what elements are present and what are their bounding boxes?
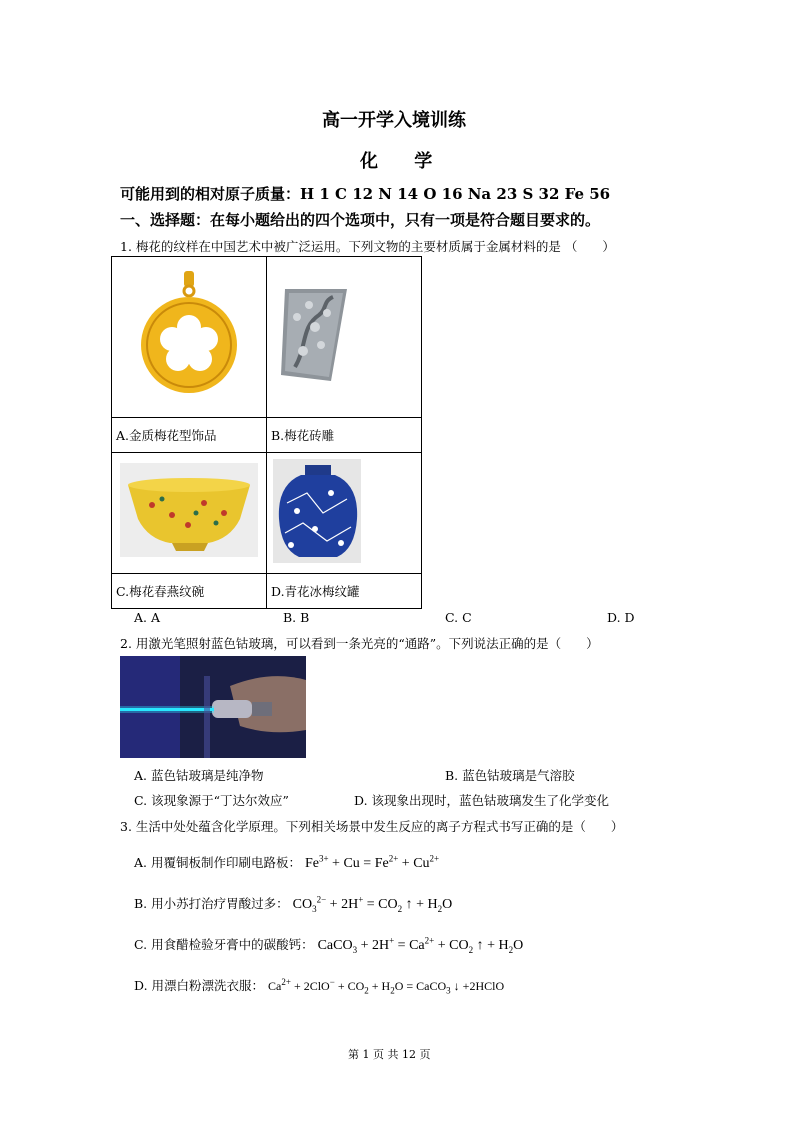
blue-white-jar-icon xyxy=(267,453,379,569)
q1-label-b: B.梅花砖雕 xyxy=(267,418,422,453)
q1-cell-a-image xyxy=(112,257,267,418)
q1-stem: 1. 梅花的纹样在中国艺术中被广泛运用。下列文物的主要材质属于金属材料的是 （ ） xyxy=(120,239,615,254)
plum-swallow-bowl-icon xyxy=(112,453,266,569)
subject-title: 化 学 xyxy=(360,151,433,172)
q3-option-c-equation: CaCO$_3$ + $2H^+ = Ca^{2+} + CO_2$ ↑ + $H_2O$ xyxy=(317,935,524,955)
q1-option-c: C. C xyxy=(445,610,472,625)
q1-table xyxy=(111,256,422,609)
q1-label-c: C.梅花春燕纹碗 xyxy=(112,574,267,609)
q3-option-b-label: B. 用小苏打治疗胃酸过多： xyxy=(134,896,289,911)
q3-option-b xyxy=(134,894,452,914)
q3-option-c-label: C. 用食醋检验牙膏中的碳酸钙： xyxy=(134,937,314,952)
page-title: 高一开学入境训练 xyxy=(322,110,466,131)
q1-option-b: B. B xyxy=(283,610,310,625)
q2-option-a: A. 蓝色钴玻璃是纯净物 xyxy=(134,768,264,783)
q3-option-a xyxy=(134,853,439,872)
atomic-masses: 可能用到的相对原子质量：H 1 C 12 N 14 O 16 Na 23 S 32 Fe 56 xyxy=(120,185,611,203)
q2-option-c: C. 该现象源于“丁达尔效应” xyxy=(134,793,289,808)
q2-option-d: D. 该现象出现时，蓝色钴玻璃发生了化学变化 xyxy=(354,793,610,808)
q1-label-a: A.金质梅花型饰品 xyxy=(112,418,267,453)
q3-option-d-label: D. 用漂白粉漂洗衣服： xyxy=(134,978,265,993)
q3-option-c xyxy=(134,935,523,955)
page-footer: 第 1 页 共 12 页 xyxy=(348,1048,431,1061)
q3-option-d-equation: $Ca^{2+} + 2ClO^- + CO_2 + H_2O$ = CaCO$_3$ ↓ +2HClO xyxy=(268,977,505,996)
q2-stem: 2. 用激光笔照射蓝色钴玻璃，可以看到一条光亮的“通路”。下列说法正确的是（ ） xyxy=(120,636,599,651)
q1-option-d: D. D xyxy=(607,610,635,625)
q1-cell-d-image xyxy=(267,453,422,574)
q2-option-b: B. 蓝色钴玻璃是气溶胶 xyxy=(445,768,575,783)
q3-option-d xyxy=(134,976,504,995)
q1-cell-b-image xyxy=(267,257,422,418)
q1-cell-c-image xyxy=(112,453,267,574)
section-title: 一、选择题：在每小题给出的四个选项中，只有一项是符合题目要求的。 xyxy=(120,211,601,229)
q3-stem: 3. 生活中处处蕴含化学原理。下列相关场景中发生反应的离子方程式书写正确的是（ ） xyxy=(120,819,624,834)
q3-option-a-label: A. 用覆铜板制作印刷电路板： xyxy=(134,855,301,870)
laser-through-glass-photo-icon xyxy=(120,656,306,758)
q1-option-a: A. A xyxy=(134,610,161,625)
q3-option-a-equation: $Fe^{3+} + Cu = Fe^{2+} + Cu^{2+}$ xyxy=(304,853,440,871)
gold-plum-pendant-icon xyxy=(112,257,266,413)
q3-option-b-equation: $CO_3^{2-} + 2H^+ = CO_2$ ↑ + $H_2O$ xyxy=(292,894,453,914)
q1-label-d: D.青花冰梅纹罐 xyxy=(267,574,422,609)
brick-carving-icon xyxy=(267,257,379,413)
